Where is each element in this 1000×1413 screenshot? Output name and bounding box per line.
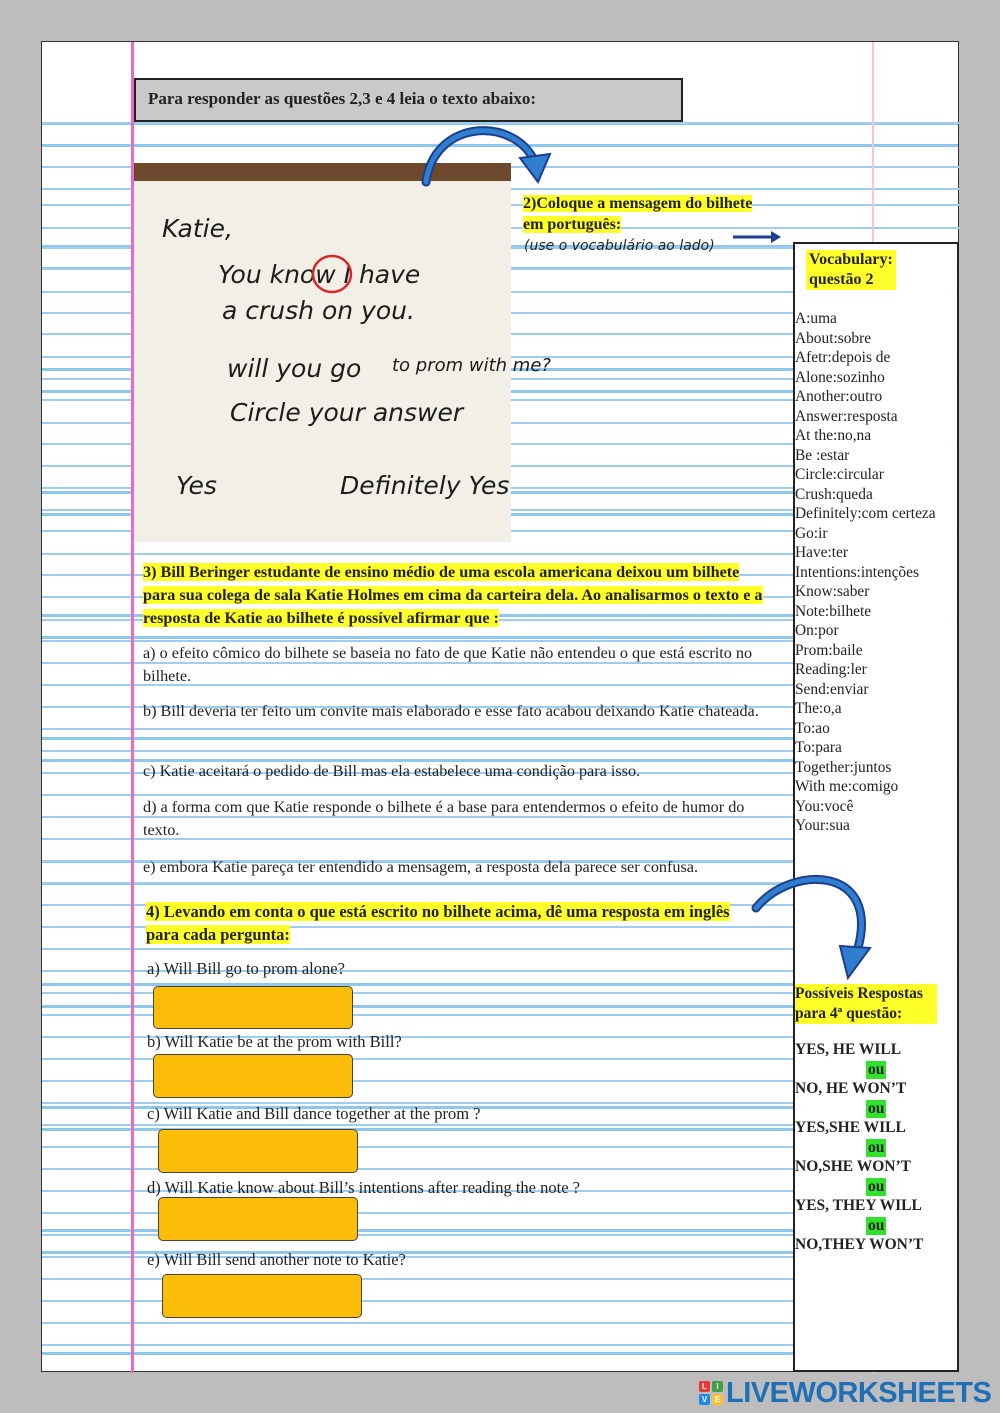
note-line: Circle your answer <box>230 398 464 427</box>
vocab-item: With me:comigo <box>795 778 899 795</box>
vocab-item: You:você <box>795 797 854 815</box>
vocab-item: A:uma <box>795 310 837 327</box>
possible-answer: NO, HE WON’T <box>795 1080 907 1097</box>
logo-grid-icon: L I V E <box>699 1381 723 1405</box>
vocab-item: To:para <box>795 739 842 756</box>
vocab-item: Know:saber <box>795 583 870 600</box>
answer-input-c[interactable] <box>158 1129 358 1173</box>
question-2-subtitle: (use o vocabulário ao lado) <box>524 238 715 254</box>
vocab-item: Definitely:com certeza <box>795 505 936 522</box>
question-4-title: 4) Levando em conta o que está escrito no bilhete acima, dê uma resposta em inglês para cada pergunta: <box>146 902 730 944</box>
vocab-item: Go:ir <box>795 524 828 542</box>
vocab-item: Together:juntos <box>795 758 892 776</box>
vocab-item: Be :estar <box>795 446 850 464</box>
vocab-item: Send:enviar <box>795 680 869 698</box>
question-4-b: b) Will Katie be at the prom with Bill? <box>147 1032 402 1051</box>
ou-separator: ou <box>868 1178 885 1195</box>
vocab-item: The:o,a <box>795 700 842 717</box>
answer-input-a[interactable] <box>153 986 353 1029</box>
vocab-item: Answer:resposta <box>795 407 898 425</box>
vocabulary-list <box>795 309 936 836</box>
note-paper <box>134 181 551 542</box>
question-4-a: a) Will Bill go to prom alone? <box>147 959 345 978</box>
note-line: to prom with me? <box>392 355 551 376</box>
vocab-item: Afetr:depois de <box>795 349 891 366</box>
possible-answer: YES, THEY WILL <box>795 1197 922 1214</box>
vocab-item: To:ao <box>795 719 830 737</box>
right-arrow-icon <box>733 230 783 244</box>
note-line: Definitely Yes <box>340 471 510 500</box>
vocab-item: Crush:queda <box>795 485 873 503</box>
note-line: You know I have <box>218 260 421 289</box>
vocab-item: Prom:baile <box>795 641 863 659</box>
note-line: Katie, <box>162 214 233 243</box>
possible-answer: YES, HE WILL <box>795 1041 902 1058</box>
note-line: Yes <box>176 471 217 500</box>
vocab-item: Your:sua <box>795 817 850 834</box>
ou-separator: ou <box>868 1100 885 1117</box>
vocab-item: On:por <box>795 622 839 639</box>
answer-input-e[interactable] <box>162 1274 362 1318</box>
vocab-item: At the:no,na <box>795 427 872 444</box>
vocab-item: Circle:circular <box>795 466 884 483</box>
question-3-option-e: e) embora Katie pareça ter entendido a mensagem, a resposta dela parece ser confusa. <box>143 858 699 876</box>
possible-answers-title: Possíveis Respostas para 4ª questão: <box>795 984 937 1024</box>
question-3-option-b: b) Bill deveria ter feito um convite mais elaborado e esse fato acabou deixando Katie chateada. <box>143 702 759 720</box>
question-3-title: 3) Bill Beringer estudante de ensino médio de uma escola americana deixou um bilhete para sua colega de sala Katie Holmes em cima da carteira dela. Ao analisarmos o texto e a resposta de Katie ao bilhete é possível afirmar que : <box>143 563 763 627</box>
vocab-item: Reading:ler <box>795 661 867 678</box>
vocab-item: Another:outro <box>795 388 883 405</box>
note-photo <box>134 163 551 542</box>
question-3-option-d: d) a forma com que Katie responde o bilhete é a base para entendermos o efeito de humor do texto. <box>143 798 745 839</box>
curved-arrow-icon <box>416 124 556 188</box>
curved-arrow-icon <box>752 870 877 986</box>
answer-input-d[interactable] <box>158 1197 358 1241</box>
question-2-title: 2)Coloque a mensagem do bilhete em português: <box>523 195 753 233</box>
possible-answer: NO,SHE WON’T <box>795 1158 911 1175</box>
question-4-e: e) Will Bill send another note to Katie? <box>147 1250 406 1269</box>
answer-input-b[interactable] <box>153 1054 353 1098</box>
liveworksheets-logo <box>699 1378 991 1408</box>
ou-separator: ou <box>868 1217 885 1234</box>
vocab-item: Have:ter <box>795 544 848 561</box>
note-line: a crush on you. <box>222 296 415 325</box>
question-4-c: c) Will Katie and Bill dance together at the prom ? <box>147 1104 481 1123</box>
ou-separator: ou <box>868 1061 885 1078</box>
ou-separator: ou <box>868 1139 885 1156</box>
vocabulary-title: Vocabulary: questão 2 <box>806 250 896 290</box>
possible-answer: YES,SHE WILL <box>795 1119 906 1136</box>
vocab-item: Intentions:intenções <box>795 563 919 581</box>
question-4-d: d) Will Katie know about Bill’s intentions after reading the note ? <box>147 1178 580 1197</box>
instruction-header-text: Para responder as questões 2,3 e 4 leia o texto abaixo: <box>148 89 536 108</box>
vocab-item: Note:bilhete <box>795 602 872 620</box>
question-3-option-a: a) o efeito cômico do bilhete se baseia no fato de que Katie não entendeu o que está escrito no bilhete. <box>143 644 753 685</box>
possible-answer: NO,THEY WON’T <box>795 1236 924 1253</box>
instruction-header <box>134 78 683 122</box>
note-line: will you go <box>227 354 362 383</box>
logo-text: LIVEWORKSHEETS <box>726 1376 992 1409</box>
vocab-item: About:sobre <box>795 329 872 347</box>
question-3-option-c: c) Katie aceitará o pedido de Bill mas ela estabelece uma condição para isso. <box>143 762 641 780</box>
vocab-item: Alone:sozinho <box>795 368 885 386</box>
